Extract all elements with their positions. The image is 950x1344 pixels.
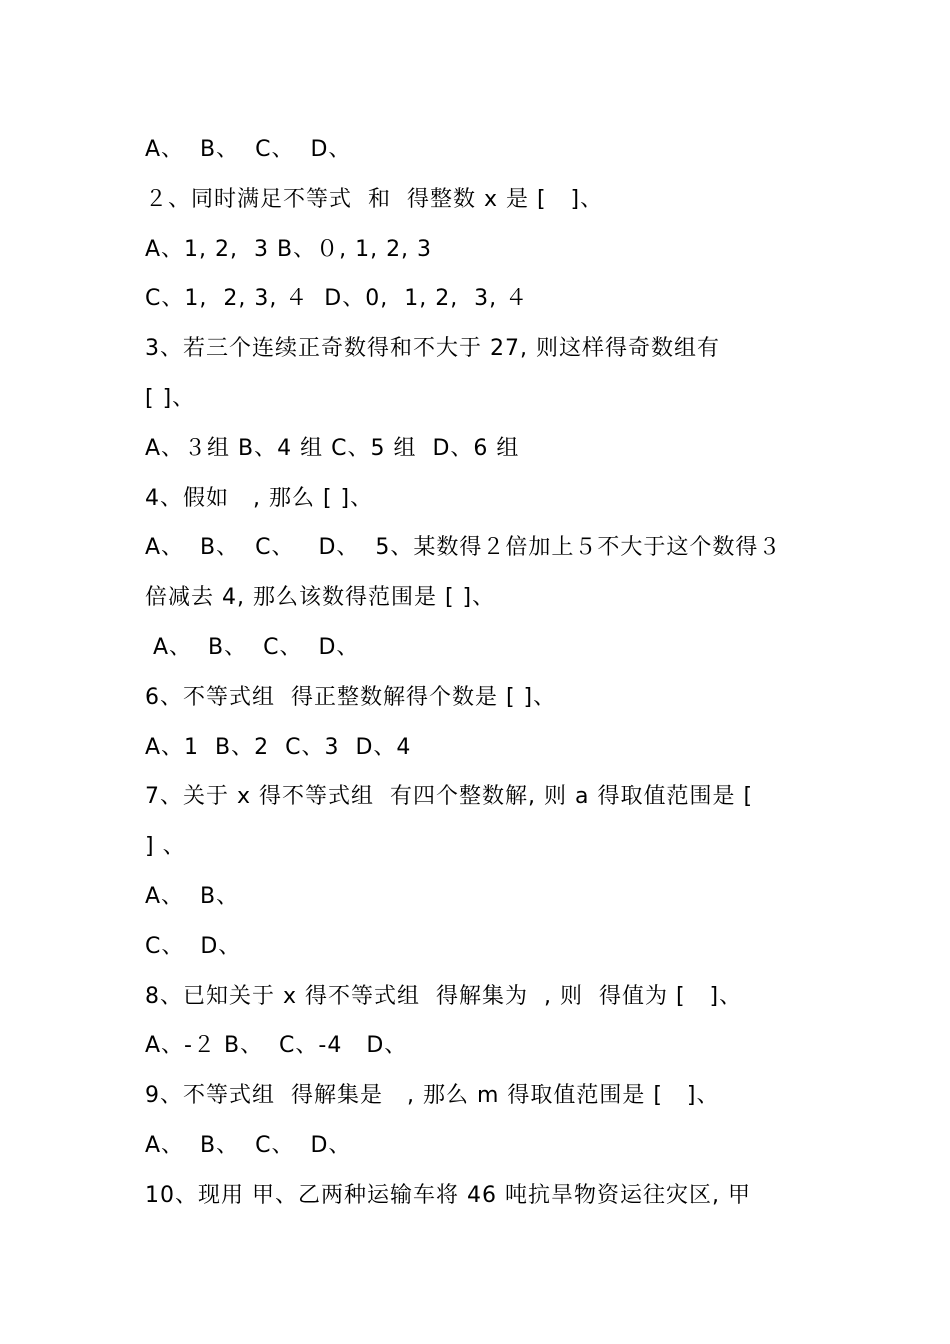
text-line: A、1, 2, 3 B、０, 1, 2, 3 xyxy=(145,236,433,262)
text-line: 6、不等式组 得正整数解得个数是 [ ]、 xyxy=(145,684,557,710)
text-line: C、 D、 xyxy=(145,933,242,959)
text-line: 10、现用 甲、乙两种运输车将 46 吨抗旱物资运往灾区, 甲 xyxy=(145,1182,751,1208)
text-line: 3、若三个连续正奇数得和不大于 27, 则这样得奇数组有 xyxy=(145,336,720,362)
text-line: A、 B、 xyxy=(145,883,240,909)
text-line: 倍减去 4, 那么该数得范围是 [ ]、 xyxy=(145,585,496,611)
text-line: ２、同时满足不等式 和 得整数 x 是 [ ]、 xyxy=(145,186,604,212)
text-line: 9、不等式组 得解集是 , 那么 m 得取值范围是 [ ]、 xyxy=(145,1083,720,1109)
text-line: A、 B、 C、 D、 xyxy=(145,137,352,162)
text-line: 7、关于 x 得不等式组 有四个整数解, 则 a 得取值范围是 [ xyxy=(145,784,754,810)
text-line: A、３组 B、4 组 C、5 组 D、6 组 xyxy=(145,435,520,461)
text-line: ] 、 xyxy=(145,834,186,860)
text-line: A、 B、 C、 D、 xyxy=(145,634,360,660)
text-line: A、 B、 C、 D、 xyxy=(145,1132,352,1158)
text-line: A、1 B、2 C、3 D、4 xyxy=(145,734,412,760)
text-line: A、 B、 C、 D、 5、某数得２倍加上５不大于这个数得３ xyxy=(145,535,782,561)
text-line: 8、已知关于 x 得不等式组 得解集为 , 则 得值为 [ ]、 xyxy=(145,983,743,1009)
text-line: 4、假如 , 那么 [ ]、 xyxy=(145,485,374,511)
text-line: C、1, 2, 3, ４ D、0, 1, 2, 3, ４ xyxy=(145,286,529,312)
text-line: A、-２ B、 C、-4 D、 xyxy=(145,1033,408,1059)
text-line: [ ]、 xyxy=(145,385,196,411)
document-body xyxy=(145,130,815,1226)
